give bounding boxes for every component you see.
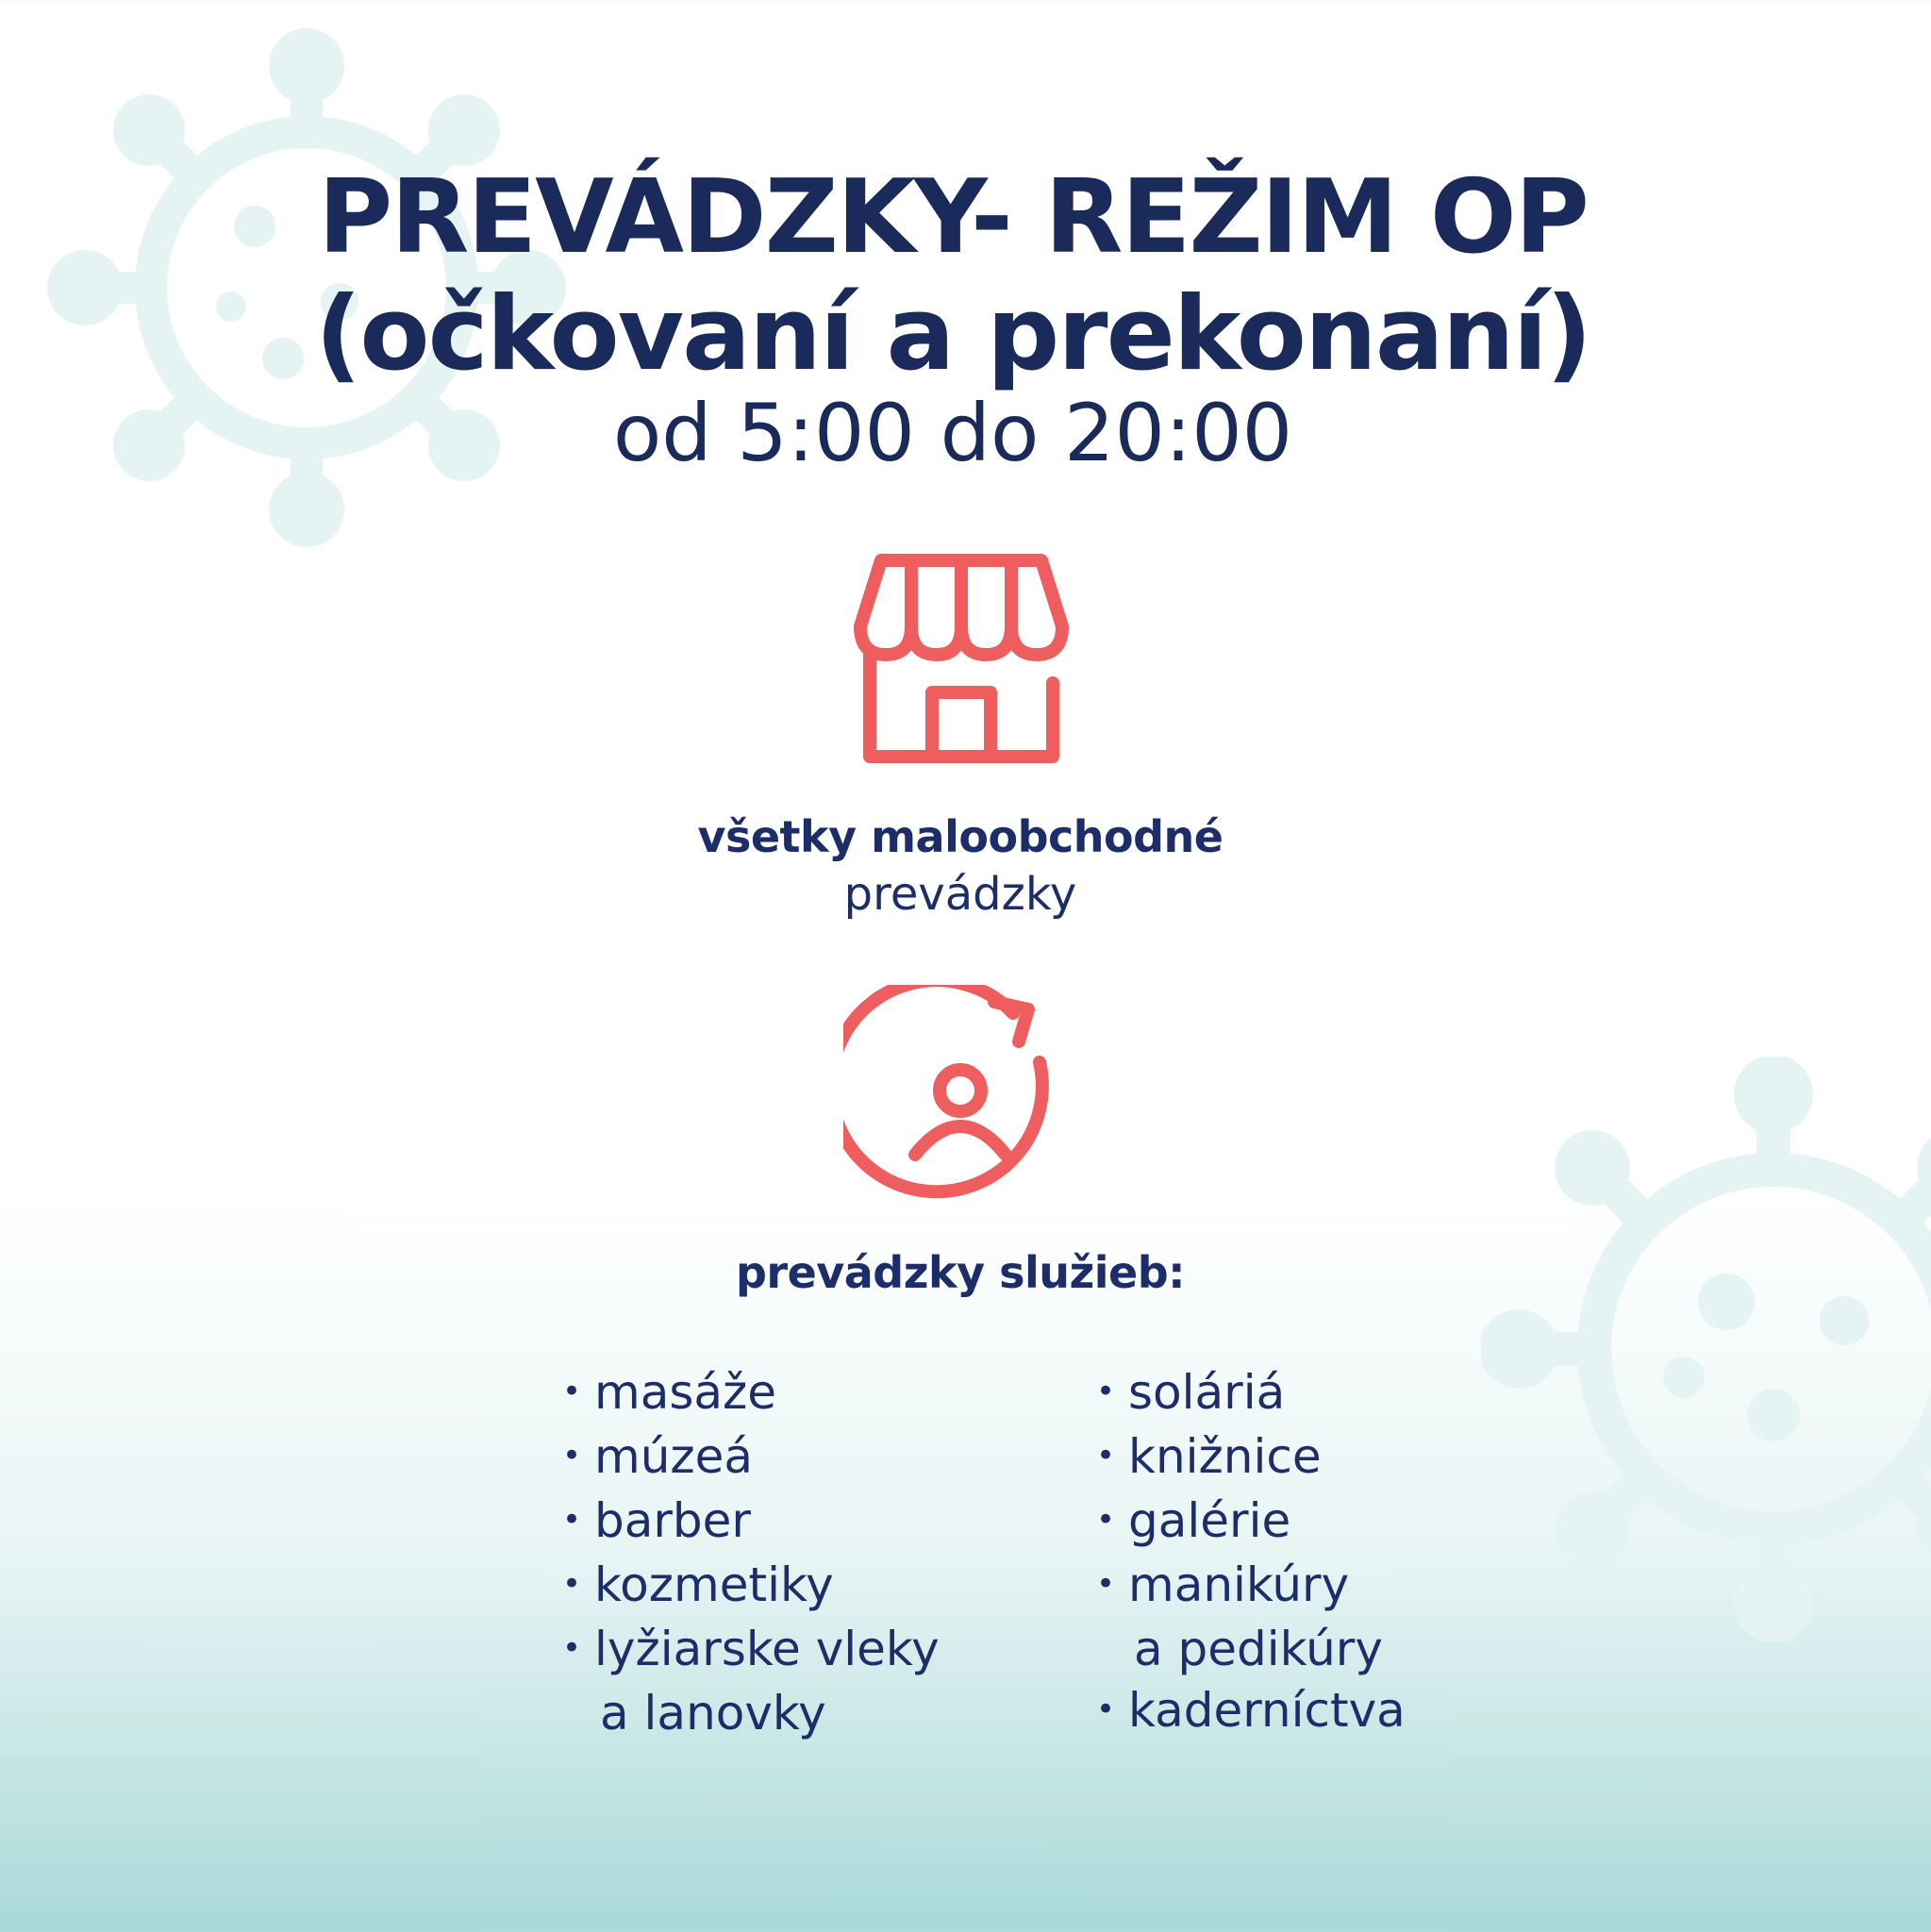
list-item: [562, 1362, 1053, 1426]
list-item-text: galérie: [1128, 1493, 1291, 1548]
services-list-right: [1096, 1362, 1587, 1744]
list-item-text: knižnice: [1128, 1429, 1322, 1484]
page-subtitle: (očkovaní a prekonaní): [315, 275, 1590, 393]
bullet: •: [1096, 1565, 1116, 1603]
list-item-text: lyžiarske vleky: [594, 1622, 940, 1676]
bullet: •: [562, 1437, 582, 1474]
list-item: [1096, 1362, 1587, 1426]
bullet: •: [1096, 1501, 1116, 1539]
list-item-text: kozmetiky: [594, 1557, 834, 1612]
list-item-text: soláriá: [1128, 1365, 1286, 1420]
bullet: •: [1096, 1690, 1116, 1728]
list-item-continuation: a pedikúry: [1134, 1622, 1383, 1676]
list-item-text: manikúry: [1128, 1557, 1350, 1612]
list-item-text: múzeá: [594, 1429, 754, 1484]
list-item-text: kaderníctva: [1128, 1683, 1406, 1738]
list-item-continuation: a lanovky: [600, 1686, 826, 1740]
list-item: [1096, 1680, 1587, 1744]
list-item: [562, 1426, 1053, 1491]
opening-hours: od 5:00 do 20:00: [612, 387, 1293, 479]
bullet: •: [562, 1501, 582, 1539]
shop-icon: [853, 551, 1070, 768]
list-item: [1096, 1555, 1587, 1680]
list-item-text: barber: [594, 1493, 751, 1548]
services-list-left: [562, 1362, 1053, 1744]
bullet: •: [562, 1565, 582, 1603]
bullet: •: [562, 1629, 582, 1667]
list-item: [562, 1555, 1053, 1619]
list-item: [562, 1619, 1053, 1744]
bullet: •: [1096, 1437, 1116, 1474]
retail-sublabel: prevádzky: [843, 868, 1077, 921]
list-item: [562, 1491, 1053, 1555]
bullet: •: [1096, 1373, 1116, 1410]
bullet: •: [562, 1373, 582, 1410]
retail-label: všetky maloobchodné: [697, 811, 1224, 862]
list-item-text: masáže: [594, 1365, 777, 1420]
list-item: [1096, 1426, 1587, 1491]
page-title: PREVÁDZKY- REŽIM OP: [318, 158, 1588, 276]
services-heading: prevádzky služieb:: [735, 1247, 1186, 1298]
person-refresh-icon: [843, 985, 1079, 1221]
list-item: [1096, 1491, 1587, 1555]
